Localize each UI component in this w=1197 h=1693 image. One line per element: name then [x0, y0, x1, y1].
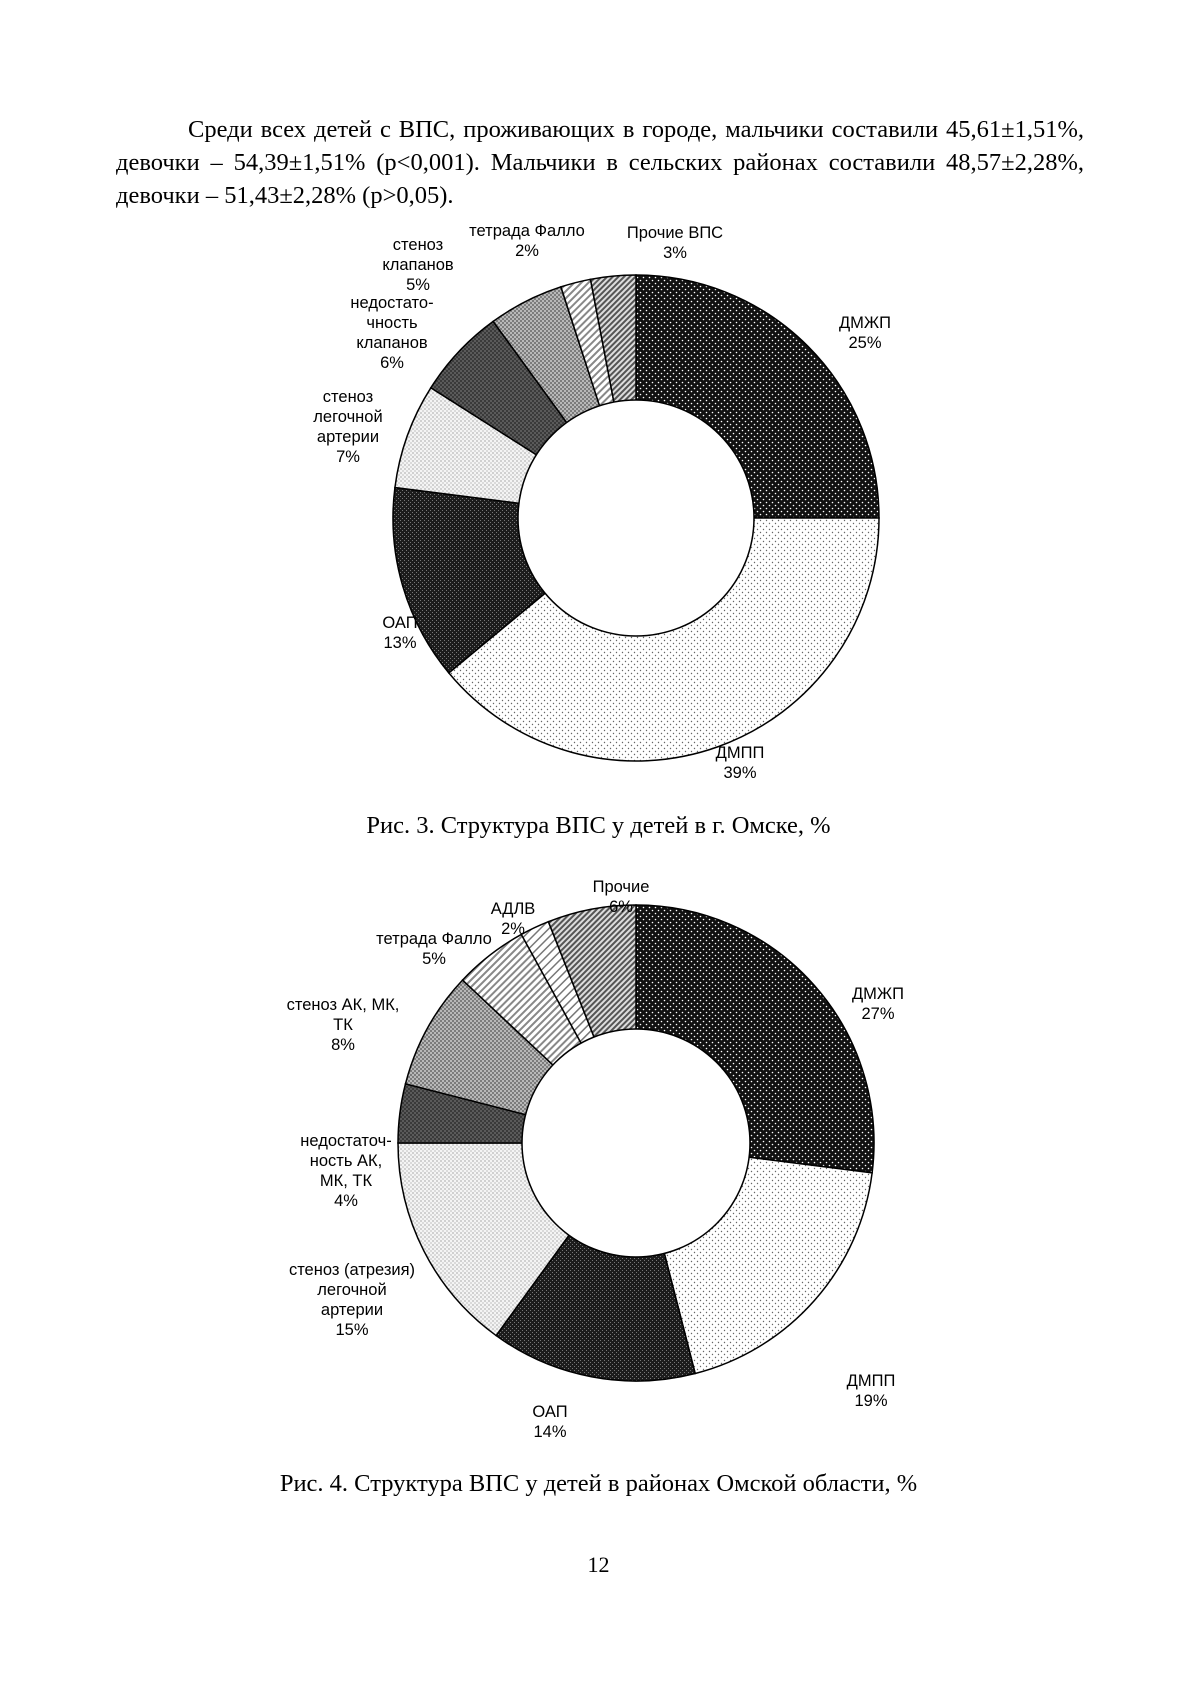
slice-label-line: легочной: [317, 1281, 387, 1299]
slice-label-line: Прочие: [592, 878, 650, 896]
slice-label-2: [847, 1372, 896, 1410]
slice-label-line: ДМЖП: [851, 985, 905, 1003]
slice-label-line: 19%: [854, 1392, 888, 1410]
slice-label-line: ТК: [333, 1016, 353, 1034]
donut-hole: [522, 1029, 750, 1257]
slice-label-6: [287, 996, 400, 1054]
slice-label-line: артерии: [316, 428, 380, 446]
slice-label-line: 4%: [334, 1192, 358, 1210]
slice-label-line: легочной: [313, 408, 383, 426]
slice-label-line: 3%: [663, 244, 687, 262]
slice-label-line: 7%: [336, 448, 360, 466]
slice-label-line: недостато-: [350, 294, 434, 312]
slice-label-5: [300, 1132, 391, 1210]
slice-label-line: тетрада Фалло: [376, 930, 492, 948]
slice-label-line: ДМЖП: [838, 314, 892, 332]
slice-label-line: 13%: [383, 634, 417, 652]
slice-label-7: [376, 930, 492, 968]
slice-label-line: тетрада Фалло: [469, 222, 585, 240]
slice-label-line: Прочие ВПС: [626, 224, 724, 242]
slice-label-line: ОАП: [382, 614, 418, 632]
slice-label-line: ДМПП: [715, 744, 765, 762]
slice-label-line: 14%: [533, 1423, 567, 1440]
slice-label-line: 25%: [848, 334, 882, 352]
slice-label-line: АДЛВ: [490, 900, 536, 918]
slice-label-line: 5%: [406, 276, 430, 294]
slice-label-line: 2%: [501, 920, 525, 938]
slice-label-4: [289, 1261, 415, 1339]
slice-label-line: 2%: [515, 242, 539, 260]
slice-label-line: МК, ТК: [319, 1172, 373, 1190]
paragraph-text: Среди всех детей с ВПС, проживающих в городе, мальчики составили 45,61±1,51%, девочки – 54,39±1,51% (p<0,001). Мальчики в сельских районах составили 48,57±2,28%, девочки – 51,43±2,28% (p>0,05).: [116, 116, 1084, 209]
slice-label-line: стеноз: [322, 388, 374, 406]
slice-label-line: 8%: [331, 1036, 355, 1054]
figure-4-caption: Рис. 4. Структура ВПС у детей в районах Омской области, %: [279, 1470, 918, 1497]
figure-3-caption: Рис. 3. Структура ВПС у детей в г. Омске, %: [366, 812, 831, 839]
slice-label-1: [852, 985, 904, 1023]
slice-label-line: стеноз: [392, 236, 444, 254]
slice-label-line: 6%: [380, 354, 404, 372]
slice-label-3: [532, 1403, 567, 1440]
page-number: 12: [587, 1552, 610, 1577]
slice-label-line: ОАП: [532, 1403, 568, 1421]
slice-label-line: ДМПП: [846, 1372, 896, 1390]
slice-label-line: 6%: [609, 898, 633, 916]
slice-label-line: 5%: [422, 950, 446, 968]
slice-label-line: недостаточ-: [300, 1132, 392, 1150]
slice-label-line: 27%: [861, 1005, 895, 1023]
slice-label-line: клапанов: [382, 256, 454, 274]
slice-label-line: артерии: [320, 1301, 384, 1319]
slice-label-line: стеноз (атрезия): [288, 1261, 416, 1279]
slice-label-line: 15%: [335, 1321, 369, 1339]
slice-label-line: клапанов: [356, 334, 428, 352]
slice-label-line: чность: [366, 314, 418, 332]
slice-label-line: ность АК,: [309, 1152, 383, 1170]
slice-label-line: 39%: [723, 764, 757, 782]
slice-label-line: стеноз АК, МК,: [286, 996, 400, 1014]
